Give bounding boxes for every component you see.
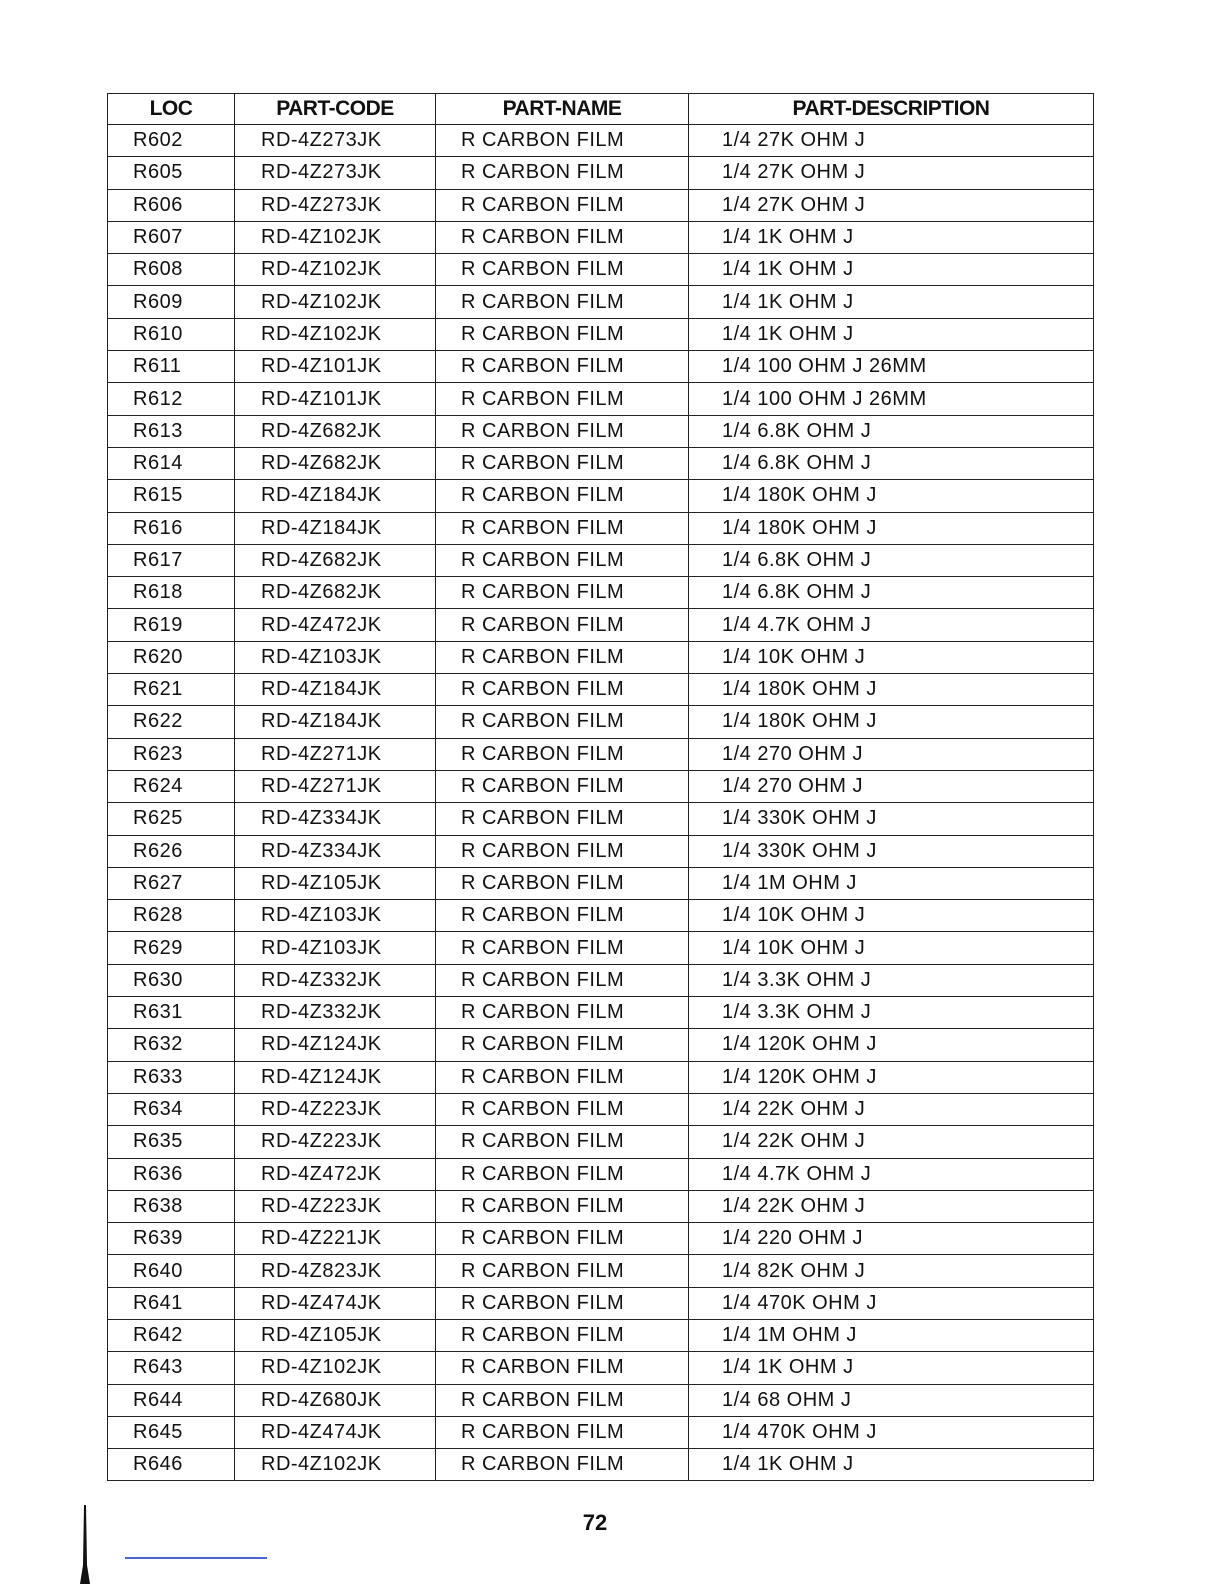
cell-part-code: RD-4Z102JK <box>235 1449 436 1481</box>
cell-part-code: RD-4Z102JK <box>235 221 436 253</box>
cell-loc: R610 <box>108 318 235 350</box>
cell-part-name: R CARBON FILM <box>436 1287 689 1319</box>
cell-loc: R617 <box>108 544 235 576</box>
table-row <box>108 1223 1094 1255</box>
cell-part-description: 1/4 3.3K OHM J <box>689 997 1094 1029</box>
cell-loc: R621 <box>108 674 235 706</box>
table-row <box>108 318 1094 350</box>
header-part-name: PART-NAME <box>436 94 689 125</box>
cell-part-description: 1/4 22K OHM J <box>689 1190 1094 1222</box>
cell-part-description: 1/4 1M OHM J <box>689 1319 1094 1351</box>
cell-part-name: R CARBON FILM <box>436 512 689 544</box>
cell-loc: R628 <box>108 900 235 932</box>
cell-part-code: RD-4Z184JK <box>235 480 436 512</box>
table-row <box>108 1449 1094 1481</box>
cell-loc: R645 <box>108 1416 235 1448</box>
cell-part-code: RD-4Z102JK <box>235 1352 436 1384</box>
cell-part-code: RD-4Z124JK <box>235 1061 436 1093</box>
cell-loc: R609 <box>108 286 235 318</box>
cell-loc: R625 <box>108 803 235 835</box>
cell-part-name: R CARBON FILM <box>436 964 689 996</box>
cell-part-name: R CARBON FILM <box>436 1223 689 1255</box>
cell-loc: R643 <box>108 1352 235 1384</box>
cell-part-code: RD-4Z101JK <box>235 351 436 383</box>
cell-part-name: R CARBON FILM <box>436 351 689 383</box>
cell-part-code: RD-4Z103JK <box>235 932 436 964</box>
cell-part-name: R CARBON FILM <box>436 1319 689 1351</box>
cell-part-description: 1/4 120K OHM J <box>689 1029 1094 1061</box>
cell-loc: R607 <box>108 221 235 253</box>
cell-part-code: RD-4Z273JK <box>235 125 436 157</box>
cell-part-code: RD-4Z221JK <box>235 1223 436 1255</box>
cell-part-code: RD-4Z103JK <box>235 641 436 673</box>
cell-loc: R619 <box>108 609 235 641</box>
cell-part-code: RD-4Z334JK <box>235 835 436 867</box>
cell-loc: R627 <box>108 867 235 899</box>
cell-part-code: RD-4Z474JK <box>235 1416 436 1448</box>
header-loc: LOC <box>108 94 235 125</box>
header-part-description: PART-DESCRIPTION <box>689 94 1094 125</box>
cell-part-code: RD-4Z271JK <box>235 738 436 770</box>
cell-loc: R626 <box>108 835 235 867</box>
cell-loc: R608 <box>108 254 235 286</box>
cell-part-description: 1/4 68 OHM J <box>689 1384 1094 1416</box>
cell-part-name: R CARBON FILM <box>436 1384 689 1416</box>
cell-part-description: 1/4 6.8K OHM J <box>689 415 1094 447</box>
cell-part-name: R CARBON FILM <box>436 1255 689 1287</box>
table-row <box>108 932 1094 964</box>
cell-loc: R644 <box>108 1384 235 1416</box>
cell-part-description: 1/4 470K OHM J <box>689 1416 1094 1448</box>
cell-part-code: RD-4Z682JK <box>235 447 436 479</box>
cell-part-code: RD-4Z102JK <box>235 254 436 286</box>
table-row <box>108 867 1094 899</box>
cell-part-description: 1/4 1K OHM J <box>689 318 1094 350</box>
cell-part-code: RD-4Z273JK <box>235 189 436 221</box>
cell-part-description: 1/4 4.7K OHM J <box>689 1158 1094 1190</box>
table-header-row <box>108 94 1094 125</box>
cell-part-code: RD-4Z472JK <box>235 1158 436 1190</box>
cell-part-description: 1/4 330K OHM J <box>689 803 1094 835</box>
cell-part-code: RD-4Z682JK <box>235 415 436 447</box>
cell-part-description: 1/4 180K OHM J <box>689 512 1094 544</box>
cell-loc: R612 <box>108 383 235 415</box>
cell-part-code: RD-4Z184JK <box>235 512 436 544</box>
cell-part-description: 1/4 330K OHM J <box>689 835 1094 867</box>
cell-part-name: R CARBON FILM <box>436 900 689 932</box>
cell-part-name: R CARBON FILM <box>436 674 689 706</box>
table-row <box>108 1287 1094 1319</box>
cell-part-name: R CARBON FILM <box>436 157 689 189</box>
cell-part-description: 1/4 10K OHM J <box>689 641 1094 673</box>
cell-loc: R615 <box>108 480 235 512</box>
cell-part-description: 1/4 22K OHM J <box>689 1126 1094 1158</box>
table-row <box>108 609 1094 641</box>
cell-part-name: R CARBON FILM <box>436 318 689 350</box>
table-row <box>108 351 1094 383</box>
cell-part-description: 1/4 100 OHM J 26MM <box>689 383 1094 415</box>
table-row <box>108 1190 1094 1222</box>
cell-part-code: RD-4Z223JK <box>235 1190 436 1222</box>
cell-part-description: 1/4 22K OHM J <box>689 1093 1094 1125</box>
table-row <box>108 286 1094 318</box>
table-row <box>108 1126 1094 1158</box>
cell-part-name: R CARBON FILM <box>436 1190 689 1222</box>
cell-part-description: 1/4 1K OHM J <box>689 286 1094 318</box>
table-row <box>108 738 1094 770</box>
cell-part-name: R CARBON FILM <box>436 932 689 964</box>
cell-loc: R632 <box>108 1029 235 1061</box>
cell-loc: R605 <box>108 157 235 189</box>
table-row <box>108 157 1094 189</box>
page-number: 72 <box>582 1510 608 1535</box>
cell-loc: R623 <box>108 738 235 770</box>
cell-loc: R633 <box>108 1061 235 1093</box>
cell-loc: R602 <box>108 125 235 157</box>
cell-loc: R611 <box>108 351 235 383</box>
cell-loc: R606 <box>108 189 235 221</box>
cell-loc: R635 <box>108 1126 235 1158</box>
cell-part-name: R CARBON FILM <box>436 125 689 157</box>
table-row <box>108 674 1094 706</box>
cell-part-code: RD-4Z680JK <box>235 1384 436 1416</box>
table-row <box>108 997 1094 1029</box>
table-row <box>108 1352 1094 1384</box>
cell-part-name: R CARBON FILM <box>436 835 689 867</box>
table-row <box>108 900 1094 932</box>
table-row <box>108 415 1094 447</box>
cell-loc: R614 <box>108 447 235 479</box>
cell-part-name: R CARBON FILM <box>436 189 689 221</box>
cell-part-name: R CARBON FILM <box>436 544 689 576</box>
cell-part-name: R CARBON FILM <box>436 1416 689 1448</box>
table-row <box>108 803 1094 835</box>
cell-part-name: R CARBON FILM <box>436 447 689 479</box>
cell-part-description: 1/4 270 OHM J <box>689 738 1094 770</box>
cell-part-description: 1/4 6.8K OHM J <box>689 447 1094 479</box>
cell-part-name: R CARBON FILM <box>436 1029 689 1061</box>
cell-part-description: 1/4 180K OHM J <box>689 674 1094 706</box>
cell-part-description: 1/4 470K OHM J <box>689 1287 1094 1319</box>
cell-part-code: RD-4Z682JK <box>235 544 436 576</box>
table-row <box>108 1319 1094 1351</box>
cell-loc: R620 <box>108 641 235 673</box>
cell-part-name: R CARBON FILM <box>436 609 689 641</box>
cell-part-description: 1/4 1K OHM J <box>689 221 1094 253</box>
cell-part-code: RD-4Z102JK <box>235 286 436 318</box>
table-row <box>108 1384 1094 1416</box>
cell-part-name: R CARBON FILM <box>436 254 689 286</box>
cell-part-description: 1/4 3.3K OHM J <box>689 964 1094 996</box>
cell-part-description: 1/4 10K OHM J <box>689 932 1094 964</box>
cell-part-code: RD-4Z184JK <box>235 706 436 738</box>
cell-part-description: 1/4 27K OHM J <box>689 157 1094 189</box>
cell-loc: R640 <box>108 1255 235 1287</box>
cell-loc: R639 <box>108 1223 235 1255</box>
table-row <box>108 1093 1094 1125</box>
cell-part-description: 1/4 1K OHM J <box>689 254 1094 286</box>
cell-loc: R630 <box>108 964 235 996</box>
table-row <box>108 1416 1094 1448</box>
table-row <box>108 577 1094 609</box>
cell-part-code: RD-4Z472JK <box>235 609 436 641</box>
scan-edge-mark <box>80 1505 90 1584</box>
table-row <box>108 544 1094 576</box>
cell-part-name: R CARBON FILM <box>436 803 689 835</box>
table-row <box>108 221 1094 253</box>
cell-part-name: R CARBON FILM <box>436 997 689 1029</box>
cell-part-name: R CARBON FILM <box>436 770 689 802</box>
cell-part-name: R CARBON FILM <box>436 221 689 253</box>
margin-underline <box>125 1557 267 1559</box>
cell-part-code: RD-4Z105JK <box>235 1319 436 1351</box>
cell-part-code: RD-4Z124JK <box>235 1029 436 1061</box>
cell-part-code: RD-4Z223JK <box>235 1093 436 1125</box>
header-part-code: PART-CODE <box>235 94 436 125</box>
table-row <box>108 1255 1094 1287</box>
cell-loc: R624 <box>108 770 235 802</box>
table-row <box>108 125 1094 157</box>
cell-part-code: RD-4Z332JK <box>235 997 436 1029</box>
cell-part-code: RD-4Z102JK <box>235 318 436 350</box>
cell-part-description: 1/4 1K OHM J <box>689 1449 1094 1481</box>
cell-part-name: R CARBON FILM <box>436 577 689 609</box>
table-row <box>108 706 1094 738</box>
table-row <box>108 512 1094 544</box>
cell-part-description: 1/4 220 OHM J <box>689 1223 1094 1255</box>
cell-part-name: R CARBON FILM <box>436 867 689 899</box>
cell-part-code: RD-4Z223JK <box>235 1126 436 1158</box>
cell-part-description: 1/4 100 OHM J 26MM <box>689 351 1094 383</box>
table-row <box>108 447 1094 479</box>
cell-part-description: 1/4 1K OHM J <box>689 1352 1094 1384</box>
cell-loc: R613 <box>108 415 235 447</box>
cell-part-name: R CARBON FILM <box>436 286 689 318</box>
cell-part-name: R CARBON FILM <box>436 1158 689 1190</box>
table-row <box>108 835 1094 867</box>
cell-part-name: R CARBON FILM <box>436 1093 689 1125</box>
table-row <box>108 1061 1094 1093</box>
cell-loc: R641 <box>108 1287 235 1319</box>
table-row <box>108 1158 1094 1190</box>
cell-part-code: RD-4Z105JK <box>235 867 436 899</box>
cell-part-name: R CARBON FILM <box>436 706 689 738</box>
cell-part-code: RD-4Z271JK <box>235 770 436 802</box>
cell-loc: R634 <box>108 1093 235 1125</box>
cell-part-description: 1/4 270 OHM J <box>689 770 1094 802</box>
cell-part-name: R CARBON FILM <box>436 480 689 512</box>
cell-part-name: R CARBON FILM <box>436 415 689 447</box>
cell-part-description: 1/4 120K OHM J <box>689 1061 1094 1093</box>
cell-loc: R631 <box>108 997 235 1029</box>
cell-part-name: R CARBON FILM <box>436 1126 689 1158</box>
cell-loc: R629 <box>108 932 235 964</box>
cell-part-name: R CARBON FILM <box>436 383 689 415</box>
cell-part-description: 1/4 27K OHM J <box>689 125 1094 157</box>
cell-loc: R622 <box>108 706 235 738</box>
cell-part-code: RD-4Z334JK <box>235 803 436 835</box>
cell-part-description: 1/4 6.8K OHM J <box>689 577 1094 609</box>
cell-part-description: 1/4 4.7K OHM J <box>689 609 1094 641</box>
table-row <box>108 1029 1094 1061</box>
cell-part-name: R CARBON FILM <box>436 1449 689 1481</box>
cell-part-description: 1/4 1M OHM J <box>689 867 1094 899</box>
cell-part-code: RD-4Z682JK <box>235 577 436 609</box>
cell-part-code: RD-4Z474JK <box>235 1287 436 1319</box>
cell-part-name: R CARBON FILM <box>436 1352 689 1384</box>
table-row <box>108 189 1094 221</box>
cell-part-code: RD-4Z332JK <box>235 964 436 996</box>
table-row <box>108 383 1094 415</box>
cell-loc: R618 <box>108 577 235 609</box>
table-body <box>108 125 1094 1481</box>
cell-part-code: RD-4Z101JK <box>235 383 436 415</box>
table-row <box>108 480 1094 512</box>
table-row <box>108 641 1094 673</box>
cell-part-code: RD-4Z103JK <box>235 900 436 932</box>
cell-part-code: RD-4Z823JK <box>235 1255 436 1287</box>
cell-part-name: R CARBON FILM <box>436 641 689 673</box>
cell-part-description: 1/4 82K OHM J <box>689 1255 1094 1287</box>
table-row <box>108 964 1094 996</box>
cell-loc: R636 <box>108 1158 235 1190</box>
cell-part-code: RD-4Z184JK <box>235 674 436 706</box>
table-row <box>108 254 1094 286</box>
cell-part-description: 1/4 180K OHM J <box>689 706 1094 738</box>
cell-loc: R642 <box>108 1319 235 1351</box>
cell-part-description: 1/4 10K OHM J <box>689 900 1094 932</box>
cell-part-name: R CARBON FILM <box>436 1061 689 1093</box>
cell-loc: R638 <box>108 1190 235 1222</box>
cell-part-description: 1/4 27K OHM J <box>689 189 1094 221</box>
cell-part-code: RD-4Z273JK <box>235 157 436 189</box>
parts-list-table <box>107 93 1094 1481</box>
cell-loc: R616 <box>108 512 235 544</box>
cell-part-description: 1/4 180K OHM J <box>689 480 1094 512</box>
cell-loc: R646 <box>108 1449 235 1481</box>
cell-part-name: R CARBON FILM <box>436 738 689 770</box>
table-row <box>108 770 1094 802</box>
cell-part-description: 1/4 6.8K OHM J <box>689 544 1094 576</box>
